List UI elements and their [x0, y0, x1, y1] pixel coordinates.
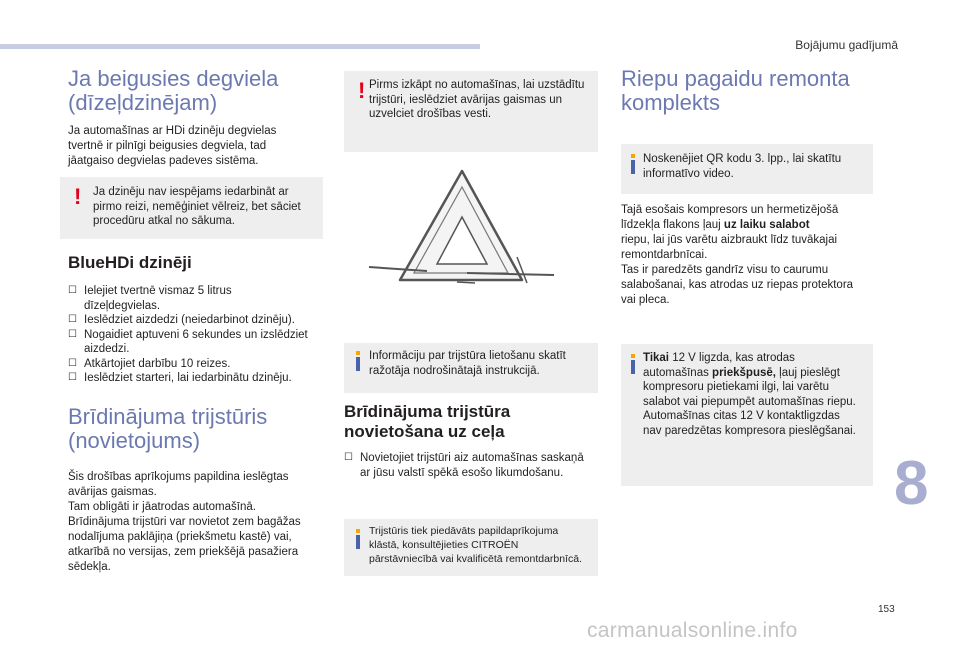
heading-line: (dīzeļdzinējam)	[68, 90, 218, 115]
repair-kit-description	[621, 203, 883, 308]
info-text: Noskenējiet QR kodu 3. lpp., lai skatītu informatīvo video.	[643, 153, 842, 180]
heading-warning-triangle-location	[68, 405, 267, 453]
text-emphasis: uz laiku salabot	[723, 219, 810, 231]
step-text: Atkārtojiet darbību 10 reizes.	[84, 357, 231, 370]
text-segment: ļauj pieslēgt kompresoru pietiekami ilgi, lai varētu salabot vai piepumpēt automašīnas riepu. Automašīnas citas 12 V kontaktligzdas nav paredzētas kompresora pieslēgšanai.	[643, 366, 856, 437]
arrow-bullet-icon: ☐	[68, 372, 77, 383]
list-item	[68, 328, 330, 357]
subheading-bluehdi: BlueHDi dzinēji	[68, 253, 192, 272]
section-title: Bojājumu gadījumā	[795, 38, 898, 52]
text-emphasis: priekšpusē,	[712, 366, 776, 379]
warning-text: Ja dzinēju nav iespējams iedarbināt ar pirmo reizi, nemēģiniet vēlreiz, bet sāciet procedūru atkal no sākuma.	[93, 186, 301, 227]
info-icon	[356, 351, 365, 371]
placement-steps-list	[344, 451, 606, 480]
arrow-bullet-icon: ☐	[68, 328, 77, 340]
info-box-instructions	[344, 343, 598, 393]
info-icon	[356, 529, 365, 549]
bluehdi-steps-list	[68, 284, 330, 386]
list-item	[68, 313, 330, 328]
warning-text: Pirms izkāpt no automašīnas, lai uzstādītu trijstūri, ieslēdziet avārijas gaismas un uzvelciet drošības vesti.	[369, 79, 585, 120]
arrow-bullet-icon: ☐	[68, 314, 77, 325]
arrow-bullet-icon: ☐	[344, 452, 353, 463]
info-box-12v-socket	[621, 344, 873, 486]
page-number: 153	[878, 604, 895, 615]
text-segment: riepu, lai jūs varētu aizbraukt līdz tuvākajai remontdarbnīcai. Tas ir paredzēts gandrīz visu to caurumu salabošanai, kas atrodas uz riepas protektora vai pleca.	[621, 234, 854, 306]
list-item	[344, 451, 606, 480]
exclamation-icon: !	[74, 184, 82, 209]
heading-line: (novietojums)	[68, 428, 201, 453]
heading-line: novietošana uz ceļa	[344, 422, 505, 441]
heading-repair-kit	[621, 67, 850, 115]
warning-box-restart	[60, 177, 323, 239]
step-text: Novietojiet trijstūri aiz automašīnas saskaņā ar jūsu valstī spēkā esošo likumdošanu.	[360, 452, 584, 479]
text-emphasis: Tikai	[643, 352, 669, 364]
triangle-location-text: Šis drošības aprīkojums papildina ieslēgtas avārijas gaismas. Tam obligāti ir jāatrodas automašīnā. Brīdinājuma trijstūri var novietot zem bagāžas nodalījuma paklājiņa (priekšmetu kastē) vai, atkarībā no versijas, zem priekšējā pasažiera sēdekļa.	[68, 471, 301, 573]
info-text	[643, 351, 867, 438]
step-text: Nogaidiet aptuveni 6 sekundes un izslēdziet aizdedzi.	[84, 328, 308, 355]
list-item	[68, 284, 330, 313]
text-segment: 12 V ligzda, kas atrodas automašīnas	[643, 352, 795, 379]
chapter-number: 8	[894, 449, 929, 518]
list-item	[68, 371, 330, 386]
info-icon	[631, 354, 640, 374]
heading-fuel-empty	[68, 67, 278, 115]
info-icon	[631, 154, 640, 174]
step-text: Ielejiet tvertnē vismaz 5 litrus dīzeļdegvielas.	[84, 285, 232, 312]
warning-box-triangle	[344, 71, 598, 152]
top-accent-bar	[0, 44, 480, 49]
arrow-bullet-icon: ☐	[68, 357, 77, 369]
fuel-intro-text: Ja automašīnas ar HDi dzinēju degvielas tvertnē ir pilnīgi beigusies degviela, tad jāatgaiso degvielas padeves sistēma.	[68, 125, 277, 167]
step-text: Ieslēdziet starteri, lai iedarbinātu dzinēju.	[84, 372, 292, 384]
arrow-bullet-icon: ☐	[68, 285, 77, 296]
heading-line: Brīdinājuma trijstūris	[68, 404, 268, 429]
info-box-optional	[344, 519, 598, 576]
heading-line: Ja beigusies degviela	[68, 66, 279, 91]
heading-line: Brīdinājuma trijstūra	[344, 402, 511, 421]
info-text: Trijstūris tiek piedāvāts papildaprīkojuma klāstā, konsultējieties CITROËN pārstāvniecībā vai kvalificētā remontdarbnīcā.	[369, 525, 583, 565]
exclamation-icon: !	[358, 78, 366, 103]
warning-triangle-illustration	[367, 165, 567, 295]
watermark: carmanualsonline.info	[587, 619, 798, 642]
step-text: Ieslēdziet aizdedzi (neiedarbinot dzinēju).	[84, 314, 295, 326]
text-segment: Tajā esošais kompresors un hermetizējošā līdzekļa flakons ļauj	[621, 204, 839, 231]
info-text: Informāciju par trijstūra lietošanu skatīt ražotāja nodrošinātajā instrukcijā.	[369, 350, 566, 377]
heading-line: Riepu pagaidu remonta	[621, 66, 850, 91]
heading-line: komplekts	[621, 90, 721, 115]
info-box-qr	[621, 144, 873, 194]
subheading-triangle-placement	[344, 402, 510, 442]
list-item	[68, 357, 330, 372]
